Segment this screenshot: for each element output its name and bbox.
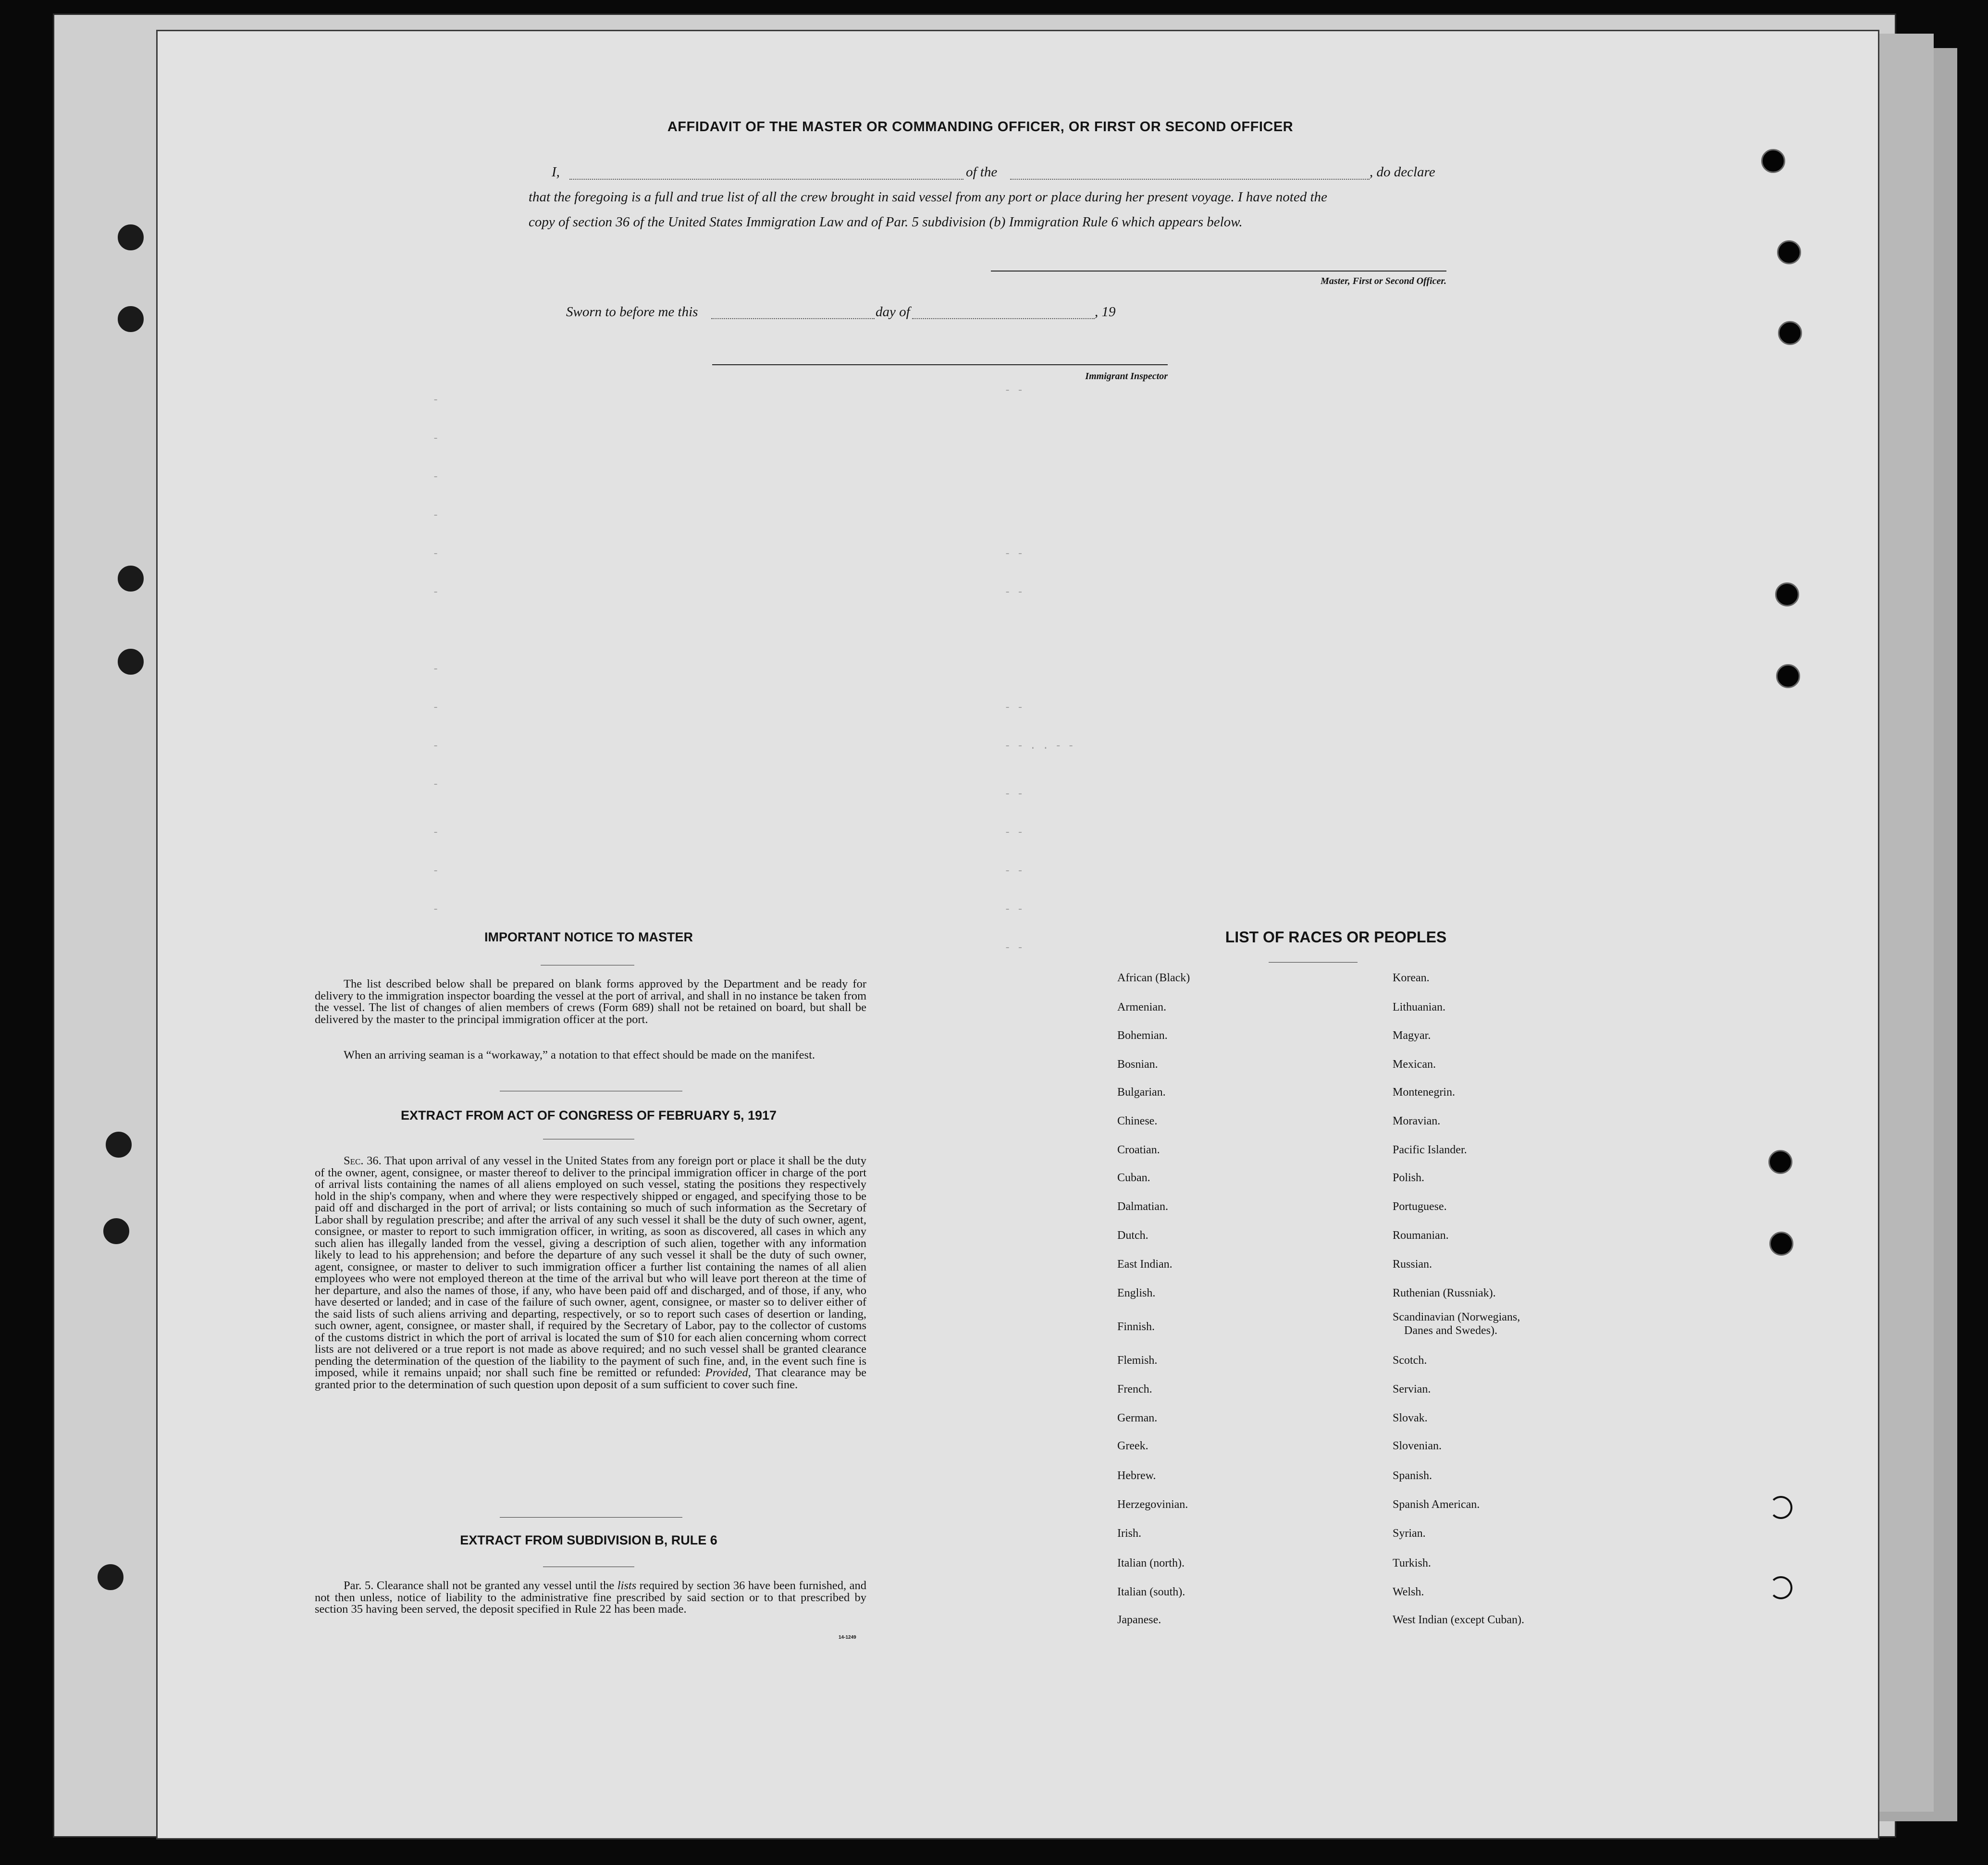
- sworn-year: , 19: [1095, 304, 1116, 320]
- race-item: French.: [1117, 1383, 1152, 1396]
- vessel-blank: [1010, 179, 1370, 180]
- race-item: Ruthenian (Russniak).: [1393, 1287, 1496, 1299]
- race-item: Korean.: [1393, 972, 1430, 984]
- race-item: Welsh.: [1393, 1586, 1424, 1598]
- race-item: Slovenian.: [1393, 1440, 1442, 1452]
- sworn-prefix: Sworn to before me this: [566, 304, 698, 320]
- race-item: Irish.: [1117, 1527, 1141, 1540]
- punch-hole: [1768, 1150, 1792, 1174]
- race-item: Bulgarian.: [1117, 1086, 1166, 1099]
- race-item: Italian (south).: [1117, 1586, 1185, 1598]
- race-item: Italian (north).: [1117, 1557, 1185, 1569]
- race-item: Hebrew.: [1117, 1470, 1156, 1482]
- notice-paragraph-2: When an arriving seaman is a “workaway,” a notation to that effect should be made on the manifest.: [344, 1049, 815, 1062]
- race-item: Moravian.: [1393, 1115, 1441, 1127]
- race-item: Spanish.: [1393, 1470, 1432, 1482]
- sworn-day-of: day of: [876, 304, 910, 320]
- race-item: Scandinavian (Norwegians,: [1393, 1311, 1520, 1323]
- punch-hole: [1777, 240, 1801, 264]
- master-signature-line: [991, 271, 1446, 272]
- binder-hole: [103, 1129, 134, 1160]
- binder-hole: [101, 1216, 132, 1247]
- race-item: Servian.: [1393, 1383, 1431, 1396]
- race-item: Bosnian.: [1117, 1058, 1158, 1071]
- notice-paragraph-1: The list described below shall be prepared on blank forms approved by the Department and be ready for delivery to the immigration inspector boarding the vessel at the port of arrival, and shall in no instance be taken from the vessel. The list of changes of alien members of crews (Form 689) shall not be retained on board, but shall be delivered by the master to the principal immigration officer at the port.: [315, 977, 866, 1026]
- race-item: East Indian.: [1117, 1258, 1173, 1271]
- race-item: Bohemian.: [1117, 1029, 1168, 1042]
- race-item: Scotch.: [1393, 1354, 1427, 1367]
- affidavit-declare: , do declare: [1370, 164, 1435, 180]
- affidavit-line2: that the foregoing is a full and true list of all the crew brought in said vessel from any port or place during her present voyage. I have noted the: [529, 189, 1327, 205]
- inspector-label: Immigrant Inspector: [1085, 371, 1168, 382]
- binder-hole: [115, 563, 146, 594]
- race-item: Spanish American.: [1393, 1498, 1480, 1511]
- binder-hole: [115, 222, 146, 253]
- race-item: Japanese.: [1117, 1614, 1161, 1626]
- race-item: Croatian.: [1117, 1144, 1160, 1156]
- punch-hole: [1769, 1576, 1792, 1599]
- race-item: Russian.: [1393, 1258, 1432, 1271]
- affidavit-of-the: of the: [966, 164, 998, 180]
- race-item: Turkish.: [1393, 1557, 1431, 1569]
- act-extract-body: [315, 1155, 866, 1391]
- inspector-signature-line: [712, 364, 1168, 365]
- races-title: LIST OF RACES OR PEOPLES: [1225, 928, 1447, 946]
- race-item: Armenian.: [1117, 1001, 1166, 1013]
- binder-hole: [115, 646, 146, 677]
- race-item: Herzegovinian.: [1117, 1498, 1188, 1511]
- race-item: Syrian.: [1393, 1527, 1426, 1540]
- race-item: West Indian (except Cuban).: [1393, 1614, 1524, 1626]
- day-blank: [711, 318, 875, 319]
- punch-hole: [1769, 1496, 1792, 1519]
- master-label: Master, First or Second Officer.: [1321, 276, 1446, 286]
- race-item: Polish.: [1393, 1172, 1425, 1184]
- race-item: Flemish.: [1117, 1354, 1158, 1367]
- punch-hole: [1776, 664, 1800, 688]
- affidavit-line3: copy of section 36 of the United States Immigration Law and of Par. 5 subdivision (b) Immigration Rule 6 which appears below.: [529, 214, 1243, 230]
- rule-extract-title: EXTRACT FROM SUBDIVISION B, RULE 6: [460, 1533, 717, 1547]
- race-item: Lithuanian.: [1393, 1001, 1445, 1013]
- notice-title: IMPORTANT NOTICE TO MASTER: [484, 930, 693, 944]
- race-item: Slovak.: [1393, 1412, 1428, 1424]
- race-item: Finnish.: [1117, 1321, 1155, 1333]
- race-item: Greek.: [1117, 1440, 1148, 1452]
- divider: [1269, 962, 1358, 963]
- race-item: Portuguese.: [1393, 1200, 1447, 1213]
- race-item: Pacific Islander.: [1393, 1144, 1467, 1156]
- race-item: Mexican.: [1393, 1058, 1436, 1071]
- punch-hole: [1778, 321, 1802, 345]
- punch-hole: [1761, 149, 1785, 173]
- race-item: Roumanian.: [1393, 1229, 1449, 1242]
- race-item: Chinese.: [1117, 1115, 1158, 1127]
- divider: [500, 1517, 682, 1518]
- act-extract-text-end: That clearance may be granted prior to the determination of such question upon deposit of a sum sufficient to cover such fine.: [315, 1366, 866, 1391]
- race-item: Magyar.: [1393, 1029, 1431, 1042]
- month-blank: [912, 318, 1095, 319]
- name-blank: [569, 179, 963, 180]
- section-number: Sec. 36.: [344, 1154, 382, 1167]
- race-item: Dalmatian.: [1117, 1200, 1168, 1213]
- race-item: Montenegrin.: [1393, 1086, 1455, 1099]
- race-item: Dutch.: [1117, 1229, 1148, 1242]
- rule-extract-body: Par. 5. Clearance shall not be granted any vessel until the lists required by section 36 have been furnished, and not then unless, notice of liability to the administrative fine prescribed by said section or to that prescribed by section 35 having been served, the deposit specified in Rule 22 has been made.: [315, 1579, 867, 1616]
- race-item: African (Black): [1117, 972, 1190, 984]
- binder-hole: [95, 1562, 126, 1593]
- act-extract-title: EXTRACT FROM ACT OF CONGRESS OF FEBRUARY 5, 1917: [400, 1108, 777, 1123]
- punch-hole: [1775, 582, 1799, 606]
- affidavit-i: I,: [552, 164, 560, 180]
- punch-hole: [1769, 1232, 1793, 1256]
- form-number: 14-1249: [839, 1635, 856, 1640]
- race-item: German.: [1117, 1412, 1158, 1424]
- race-item: English.: [1117, 1287, 1156, 1299]
- act-extract-text: That upon arrival of any vessel in the United States from any foreign port or place it shall be the duty of the owner, agent, consignee, or master thereof to deliver to the principal immigration officer in charge of the port of arrival lists containing the names of all aliens employed on such vessel, stating the positions they respectively hold in the ship's company, when and where they were respectively shipped or engaged, and specifying those to be paid off and discharged in the port of arrival; or lists containing so much of such information as the Secretary of Labor shall by regulation prescribe; and after the arrival of any such vessel it shall be the duty of such owner, agent, consignee, or master to report to such immigration officer, in writing, as soon as discovered, all cases in which any such alien has illegally landed from the vessel, giving a description of such alien, together with any information likely to lead to his apprehension; and before the departure of any such vessel it shall be the duty of such owner, agent, consignee, or master to deliver to such immigration officer a further list containing the names of all alien employees who were not employed thereon at the time of the arrival but who will leave port thereon at the time of her departure, and also the names of those, if any, who have been paid off and discharged, and of those, if any, who have deserted or landed; and in case of the failure of such owner, agent, consignee, or master so to deliver either of the said lists of such aliens arriving and departing, respectively, or so to report such cases of desertion or landing, such owner, agent, consignee, or master shall, if required by the Secretary of Labor, pay to the collector of customs of the customs district in which the port of arrival is located the sum of $10 for each alien concerning whom correct lists are not delivered or a true report is not made as above required; and no such vessel shall be granted clearance pending the determination of the question of the liability to the payment of such fine, and, in the event such fine is imposed, while it remains unpaid; nor shall such fine be remitted or refunded:: [315, 1154, 866, 1379]
- binder-hole: [115, 304, 146, 334]
- race-item: Danes and Swedes).: [1404, 1324, 1497, 1337]
- race-item: Cuban.: [1117, 1172, 1150, 1184]
- provided-term: Provided,: [705, 1366, 751, 1379]
- affidavit-title: AFFIDAVIT OF THE MASTER OR COMMANDING OFFICER, OR FIRST OR SECOND OFFICER: [667, 119, 1294, 135]
